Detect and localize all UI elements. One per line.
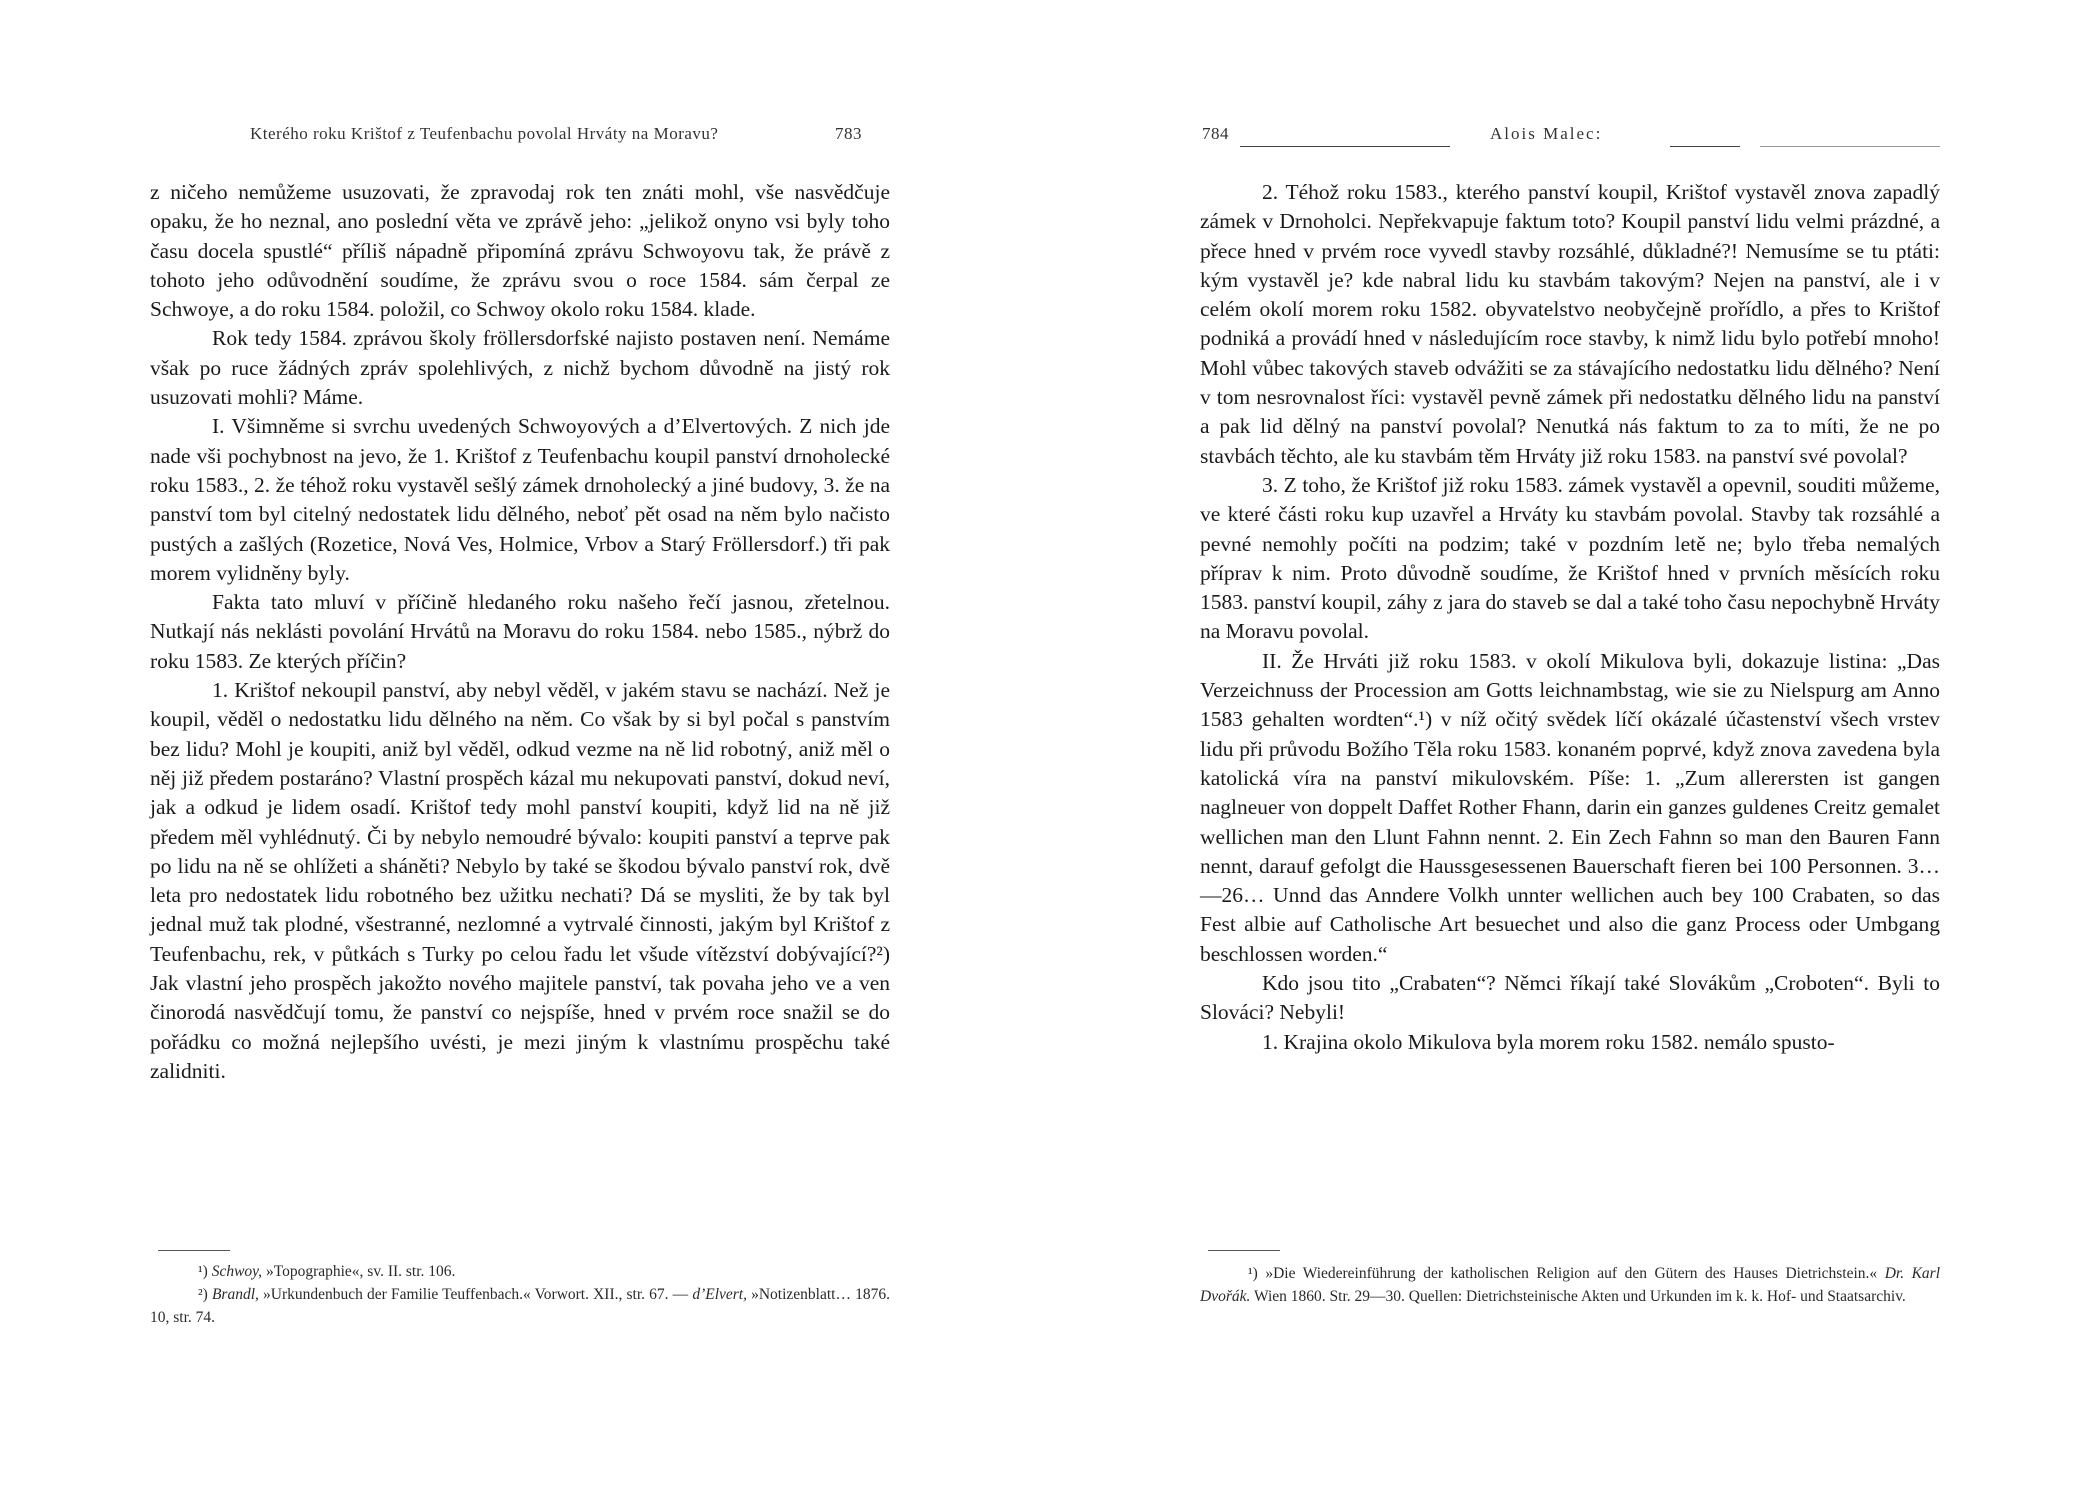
footnote-author: d’Elvert, (692, 1286, 747, 1303)
footnote-marker: ¹) (1248, 1265, 1258, 1282)
right-footnotes (1200, 1262, 1940, 1308)
paragraph: 3. Z toho, že Krištof již roku 1583. zámek vystavěl a opevnil, souditi můžeme, ve které části roku kup uzavřel a Hrváty ku stavbám povolal. Stavby tak rozsáhlé a pevné nemohly počíti na podzim; také v pozdním letě ne; bylo třeba nemalých příprav k nim. Proto důvodně soudíme, že Krištof hned v prvních měsících roku 1583. panství koupil, záhy z jara do staveb se dal a také toho času nepochybně Hrváty na Moravu povolal. (1200, 472, 1940, 644)
right-body-text (1200, 178, 1940, 1057)
paragraph: II. Že Hrváti již roku 1583. v okolí Mikulova byli, dokazuje listina: „Das Verzeichnuss der Procession am Gotts leichnambstag, wie sie zu Nielspurg am Anno 1583 gehalten wordten“.¹) v níž očitý svědek líčí okázalé účastenství všech vrstev lidu při průvodu Božího Těla roku 1583. konaném poprvé, když znova zavedena byla katolická víra na panství mikulovském. Píše: 1. „Zum allerersten ist gangen naglneuer von doppelt Daffet Rother Fhann, darin ein ganzes guldenes Creitz gemalet wellichen man den Llunt Fahnn nennt. 2. Ein Zech Fahnn so man den Bauren Fann nennt, darauf gefolgt die Haussgesessenen Bauerschaft fieren bei 100 Personnen. 3…—26… Unnd das Anndere Volkh unnter wellichen auch bey 100 Crabaten, so das Fest albie auf Catholische Art besuechet und also die ganz Process oder Umbgang beschlossen worden.“ (1200, 648, 1940, 966)
footnote-text: Wien 1860. Str. 29—30. Quellen: Dietrichsteinische Akten und Urkunden im k. k. Hof- und Staatsarchiv. (1250, 1288, 1906, 1305)
paragraph: 2. Téhož roku 1583., kterého panství koupil, Krištof vystavěl znova zapadlý zámek v Drnoholci. Nepřekvapuje faktum toto? Koupil panství lidu velmi prázdné, a přece hned v prvém roce vyvedl stavby rozsáhlé, důkladné?! Nemusíme se tu ptáti: kým vystavěl je? kde nabral lidu ku stavbám takovým? Nejen na panství, ale i v celém okolí morem roku 1582. obyvatelstvo neobyčejně prořídlo, a přes to Krištof podniká a provádí hned v následujícím roce stavby, k nimž lidu bylo potřebí mnoho! Mohl vůbec takových staveb odvážiti se za stávajícího nedostatku lidu dělného? Není v tom nesrovnalost říci: vystavěl pevně zámek při nedostatku dělného lidu na panství a pak lid dělný na panství povolal? Nenutká nás faktum to za to míti, že ne po stavbách těchto, ale ku stavbám těm Hrváty již roku 1583. na panství své povolal? (1200, 180, 1940, 468)
footnote-text: »Die Wiedereinführung der katholischen Religion auf den Gütern des Hauses Dietrichstein.« (1257, 1265, 1885, 1282)
footnote-author: Schwoy, (211, 1263, 263, 1280)
footnote-1 (1200, 1262, 1940, 1308)
right-running-head (1200, 124, 1940, 154)
header-rule (1760, 146, 1940, 147)
footnote-rule (1208, 1250, 1280, 1251)
left-footnotes (150, 1260, 890, 1329)
paragraph: Fakta tato mluví v příčině hledaného roku našeho řečí jasnou, zřetelnou. Nutkají nás neklásti povolání Hrvátů na Moravu do roku 1584. nebo 1585., nýbrž do roku 1583. Ze kterých příčin? (150, 590, 890, 673)
paragraph: 1. Krištof nekoupil panství, aby nebyl věděl, v jakém stavu se nachází. Než je koupil, věděl o nedostatku lidu dělného na něm. Co však by si byl počal s panstvím bez lidu? Mohl je koupiti, aniž byl věděl, odkud vezme na ně lid robotný, aniž měl o něj již předem postaráno? Vlastní prospěch kázal mu nekupovati panství, dokud neví, jak a odkud je lidem osadí. Krištof tedy mohl panství koupiti, když lid na ně již předem měl vyhlédnutý. Či by nebylo nemoudré bývalo: koupiti panství a teprve pak po lidu na ně se ohlížeti a sháněti? Nebylo by také se škodou bývalo panství rok, dvě leta pro nedostatek lidu robotného bez užitku nechati? Dá se mysliti, že by tak byl jednal muž tak plodné, všestranné, nezlomné a vytrvalé činnosti, jakým byl Krištof z Teufenbachu, rek, v půtkách s Turky po celou řadu let všude vítězství dobývající?²) Jak vlastní jeho prospěch jakožto nového majitele panství, tak povaha jeho ve a ven činorodá nasvědčují tomu, že panství co nejspíše, hned v prvém roce snažil se do pořádku co možná nejlepšího uvésti, je mezi jiným k vlastnímu prospěchu také zalidniti. (150, 678, 890, 1083)
footnote-1 (150, 1260, 890, 1283)
footnote-marker: ¹) (198, 1263, 208, 1280)
right-running-title: Alois Malec: (1490, 124, 1603, 143)
footnote-text: »Topographie«, sv. II. str. 106. (262, 1263, 456, 1280)
footnote-2 (150, 1283, 890, 1329)
header-rule (1670, 146, 1740, 147)
paragraph: Rok tedy 1584. zprávou školy fröllersdorfské najisto postaven není. Nemáme však po ruce žádných zpráv spolehlivých, z nichž bychom důvodně na jistý rok usuzovati mohli? Máme. (150, 326, 890, 410)
footnote-marker: ²) (198, 1286, 208, 1303)
left-page-number: 783 (835, 124, 862, 143)
footnote-text: »Urkundenbuch der Familie Teuffenbach.« Vorwort. XII., str. 67. — (258, 1286, 693, 1303)
footnote-author: Dr. Karl Dvořák. (1200, 1265, 1941, 1305)
footnote-text: »Notizenblatt… 1876. 10, str. 74. (150, 1286, 890, 1326)
header-rule (1240, 146, 1450, 147)
paragraph: 1. Krajina okolo Mikulova byla morem roku 1582. nemálo spusto- (1262, 1029, 1835, 1054)
footnote-rule (158, 1250, 230, 1251)
paragraph: I. Všimněme si svrchu uvedených Schwoyových a d’Elvertových. Z nich jde nade vši pochybnost na jevo, že 1. Krištof z Teufenbachu koupil panství drnoholecké roku 1583., 2. že téhož roku vystavěl sešlý zámek drnoholecký a jiné budovy, 3. že na panství tom byl citelný nedostatek lidu dělného, neboť pět osad na něm bylo načisto pustých a zašlých (Rozetice, Nová Ves, Holmice, Vrbov a Starý Fröllersdorf.) tři pak morem vylidněny byly. (150, 414, 890, 585)
left-body-text (150, 178, 890, 1086)
footnote-author: Brandl, (211, 1286, 259, 1303)
paragraph: Kdo jsou tito „Crabaten“? Němci říkají také Slovákům „Croboten“. Byli to Slováci? Nebyli! (1200, 971, 1940, 1025)
paragraph: z ničeho nemůžeme usuzovati, že zpravodaj rok ten znáti mohl, vše nasvědčuje opaku, že ho neznal, ano poslední věta ve zprávě jeho: „jelikož onyno vsi byly toho času docela spustlé“ příliš nápadně připomíná zprávu Schwoyovu tak, že právě z tohoto jeho odůvodnění soudíme, že zprávu svou o roce 1584. sám čerpal ze Schwoye, a do roku 1584. položil, co Schwoy okolo roku 1584. klade. (150, 180, 890, 322)
left-running-head (150, 124, 890, 154)
right-page-number: 784 (1202, 124, 1229, 143)
left-running-title: Kterého roku Krištof z Teufenbachu povolal Hrváty na Moravu? (250, 124, 719, 143)
